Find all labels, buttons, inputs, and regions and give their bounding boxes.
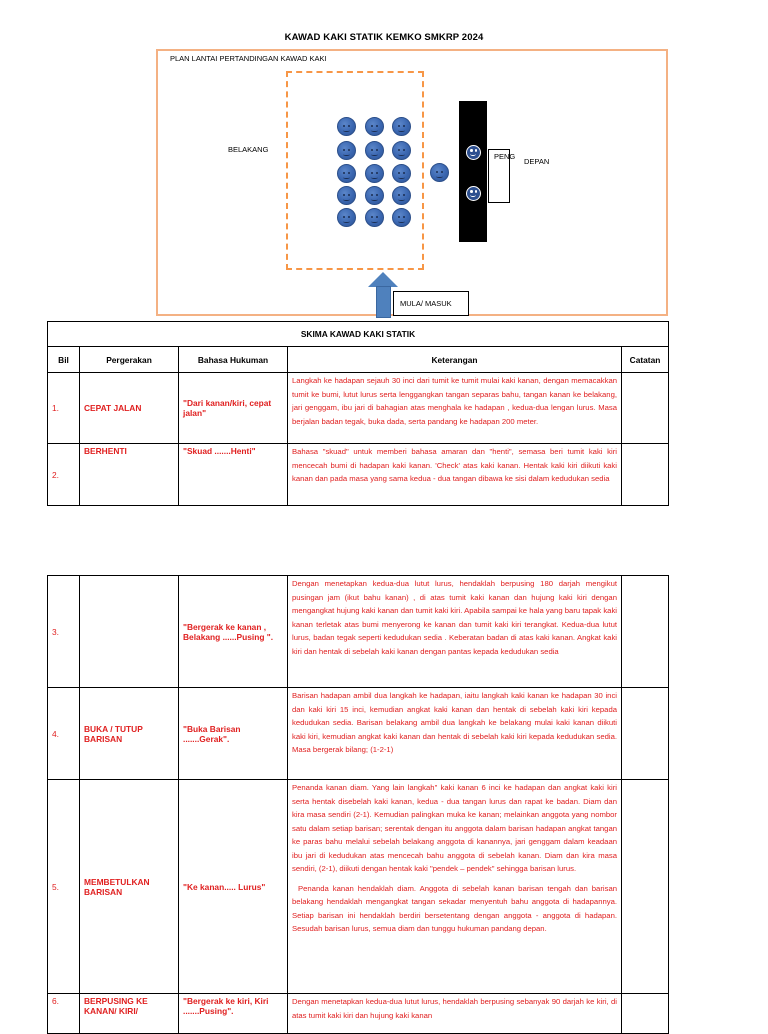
header-movement: Pergerakan xyxy=(80,347,179,373)
row-number: 4. xyxy=(48,688,80,780)
squad-member-marker xyxy=(365,141,384,160)
row-command: "Bergerak ke kanan , Belakang ......Pusing ". xyxy=(179,576,288,688)
schema-table-continued xyxy=(47,575,669,1034)
row-description xyxy=(288,688,622,780)
table-header-row xyxy=(48,347,669,373)
row-movement: MEMBETULKAN BARISAN xyxy=(80,780,179,994)
commander-marker xyxy=(430,163,449,182)
table-row xyxy=(48,576,669,688)
row-note xyxy=(622,576,669,688)
row-command: "Bergerak ke kiri, Kiri .......Pusing". xyxy=(179,994,288,1034)
row-description xyxy=(288,994,622,1034)
row-movement: BERHENTI xyxy=(80,444,179,506)
squad-member-marker xyxy=(365,186,384,205)
table-row xyxy=(48,373,669,444)
squad-member-marker xyxy=(392,208,411,227)
row-description xyxy=(288,576,622,688)
back-label: BELAKANG xyxy=(228,145,269,154)
row-description: Langkah ke hadapan sejauh 30 inci dari tumit ke tumit mulai kaki kanan, dengan memacakkan tumit ke bumi, lutut lurus serta lenggangkan tangan separas bahu, tangan kanan ke belakang, jari genggam, ibu jari di bahagian atas menghala ke hadapan , kedua-dua lengan lurus. Masa berjalan badan tegak, buka dada, serta pandang ke hadapan 200 meter. xyxy=(288,373,622,444)
row-description: Bahasa "skuad" untuk memberi bahasa amaran dan "henti", semasa beri tumit kaki kiri mencecah bumi di hadapan kaki kanan. 'Check' atas kaki kanan. Hentak kaki kiri diikuti kaki kanan dan pada masa yang sama kedua - dua tangan dibawa ke sisi dalam kedudukan sedia xyxy=(288,444,622,506)
squad-member-marker xyxy=(365,164,384,183)
header-bil: Bil xyxy=(48,347,80,373)
row-note xyxy=(622,444,669,506)
table-row xyxy=(48,688,669,780)
row-number: 6. xyxy=(48,994,80,1034)
table-row xyxy=(48,444,669,506)
description-paragraph: Barisan hadapan ambil dua langkah ke hadapan, iaitu langkah kaki kanan ke hadapan 30 inci dan kaki kiri 15 inci, kemudian angkat kaki kanan dan hentak di sebelah kaki kiri kepada kedudukan sedia. Barisan belakang ambil dua langkah ke belakang mulai kaki kanan diikuti kaki kiri, kemudian angkat kaki kanan dan hentak di sebelah kaki kiri kepada kedudukan sedia. Masa bergerak bilang; (1-2-1) xyxy=(292,691,617,754)
entry-arrow-shaft xyxy=(376,286,391,318)
squad-member-marker xyxy=(392,164,411,183)
peng-label: PENG xyxy=(494,152,516,161)
squad-member-marker xyxy=(337,117,356,136)
row-command: "Skuad .......Henti" xyxy=(179,444,288,506)
squad-member-marker xyxy=(365,208,384,227)
floor-plan-label: PLAN LANTAI PERTANDINGAN KAWAD KAKI xyxy=(170,54,327,63)
schema-table xyxy=(47,321,669,506)
row-command: "Buka Barisan .......Gerak". xyxy=(179,688,288,780)
description-paragraph: Penanda kanan hendaklah diam. Anggota di sebelah kanan barisan tengah dan barisan belakang hendaklah mengangkat tangan sekadar menyentuh bahu anggota di hadapannya. Setiap barisan ini hendaklah berdiri bersetentang dengan anggota - anggota di hadapan. Sesudah barisan lurus, semua diam dan tunggu hukuman pandang depan. xyxy=(292,883,617,933)
row-movement: BUKA / TUTUP BARISAN xyxy=(80,688,179,780)
squad-member-marker xyxy=(392,141,411,160)
table-title: SKIMA KAWAD KAKI STATIK xyxy=(48,322,669,347)
squad-member-marker xyxy=(337,141,356,160)
header-description: Keterangan xyxy=(288,347,622,373)
row-movement: BERPUSING KE KANAN/ KIRI/ xyxy=(80,994,179,1034)
row-command: "Ke kanan..... Lurus" xyxy=(179,780,288,994)
header-note: Catatan xyxy=(622,347,669,373)
judge-icon xyxy=(466,186,481,201)
squad-member-marker xyxy=(337,164,356,183)
row-number: 2. xyxy=(48,444,80,506)
judges-stand xyxy=(459,101,487,242)
row-note xyxy=(622,373,669,444)
row-note xyxy=(622,780,669,994)
table-row xyxy=(48,994,669,1034)
row-command: "Dari kanan/kiri, cepat jalan" xyxy=(179,373,288,444)
header-command: Bahasa Hukuman xyxy=(179,347,288,373)
row-movement: CEPAT JALAN xyxy=(80,373,179,444)
table-row xyxy=(48,780,669,994)
row-note xyxy=(622,994,669,1034)
entry-arrow-icon xyxy=(368,272,398,287)
front-label: DEPAN xyxy=(524,157,550,166)
squad-member-marker xyxy=(337,186,356,205)
page-title: KAWAD KAKI STATIK KEMKO SMKRP 2024 xyxy=(284,32,484,43)
row-number: 5. xyxy=(48,780,80,994)
description-paragraph: Penanda kanan diam. Yang lain langkah" kaki kanan 6 inci ke hadapan dan angkat kaki kiri serta hentak disebelah kaki kanan, kedua - dua tangan lurus dan rapat ke badan. Diam dan kira masa sendiri (2-1). Kemudian palingkan muka ke kanan; melainkan anggota yang nombor satu dalam setiap barisan; serentak dengan itu anggota dalam barisan hadapan angkat tangan ke paras bahu melalui sebelah belakang anggota di kanannya, jari genggam dalam keadaan ibu jari di kedudukan atas mencecah bahu anggota di sebelah kanan. Diam dan kira masa sendiri, (2-1), diikuti dengan hentak kaki "pendek – pendek" sehingga barisan lurus. xyxy=(292,783,617,873)
squad-member-marker xyxy=(337,208,356,227)
squad-member-marker xyxy=(392,186,411,205)
description-paragraph: Dengan menetapkan kedua-dua lutut lurus, hendaklah berpusing 180 darjah mengikut pusingan jam (ikut bahu kanan) , di atas tumit kaki kanan dan hujung kaki kiri dengan mengangkat hujung kaki kanan dan tumit kaki kiri. Apabila sampai ke hala yang baru tapak kaki kanan terletak atas bumi menyerong ke kanan dan tumit kaki kiri terangkat. Kedua-dua lutut lurus, badan tegak seperti kedudukan sedia . Keberatan badan di atas kaki kanan. Angkat kaki kiri dan hentak di sebelah kaki kanan dengan pantas kepada kedudukan sedia xyxy=(292,579,617,656)
description-paragraph: Dengan menetapkan kedua-dua lutut lurus, hendaklah berpusing sebanyak 90 darjah ke kiri, di atas tumit kaki kiri dan hujung kaki kanan xyxy=(292,997,617,1020)
row-number: 1. xyxy=(48,373,80,444)
row-description xyxy=(288,780,622,994)
squad-member-marker xyxy=(365,117,384,136)
squad-member-marker xyxy=(392,117,411,136)
row-number: 3. xyxy=(48,576,80,688)
row-movement xyxy=(80,576,179,688)
judge-icon xyxy=(466,145,481,160)
start-label: MULA/ MASUK xyxy=(393,291,469,316)
row-note xyxy=(622,688,669,780)
